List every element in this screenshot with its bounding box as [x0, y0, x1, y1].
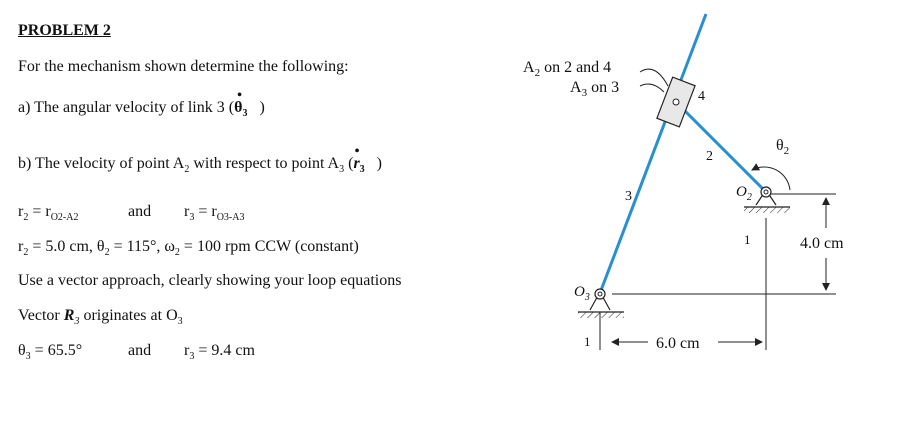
part-a-suffix: ) — [259, 99, 265, 116]
given-omega-val: = 100 rpm CCW (constant) — [179, 238, 359, 255]
given-r-sub: 2 — [23, 247, 29, 259]
label-a3-on-3: $A_3$ on 3 — [570, 79, 620, 99]
given-theta-val: = 115°, ω — [109, 238, 175, 255]
given-theta-sub: 2 — [104, 247, 110, 259]
def-and: and — [128, 203, 152, 220]
theta3-value: = 65.5° — [30, 342, 83, 359]
theta3-label: θ — [18, 342, 26, 359]
part-b-middle: with respect to point A — [189, 155, 340, 172]
label-link-4: 4 — [698, 89, 705, 104]
label-ground-1-o2: 1 — [744, 232, 751, 247]
def-r3-sub: 3 — [189, 212, 195, 224]
part-b-prefix-sub: 2 — [184, 164, 190, 176]
r3-sub: 3 — [359, 164, 365, 176]
label-a2-on-2-and-4: $A_2$ on 2 and 4 — [523, 59, 612, 79]
a2-leader-line — [640, 69, 668, 86]
def-r2: r — [18, 203, 24, 220]
theta3-label-sub: 3 — [25, 351, 31, 363]
def-r2-eq: = r — [28, 203, 51, 220]
given-omega-sub: 2 — [174, 247, 180, 259]
r3-value: = 9.4 cm — [194, 342, 255, 359]
def-r2-eq-sub: O2-A2 — [50, 212, 79, 224]
vector-prefix: Vector — [18, 307, 64, 324]
part-b-prefix: b) The velocity of point A — [18, 155, 185, 172]
theta-and: and — [128, 342, 152, 359]
pin-a — [673, 99, 679, 105]
given-r: r — [18, 238, 24, 255]
def-r3-eq: = r — [194, 203, 217, 220]
r3-symbol: r — [353, 155, 360, 172]
def-r2-sub: 2 — [23, 212, 29, 224]
label-dim-vertical: 4.0 cm — [800, 235, 844, 252]
theta3-sub: 3 — [242, 108, 248, 120]
theta3-symbol: θ — [234, 99, 243, 116]
given-r-val: = 5.0 cm, θ — [28, 238, 105, 255]
r3-label: r — [184, 342, 190, 359]
link-3 — [600, 14, 706, 293]
label-theta2: $\theta_2$ — [776, 137, 790, 157]
vector-suffix-sub: 3 — [177, 316, 183, 328]
r3-label-sub: 3 — [189, 351, 195, 363]
label-ground-1-o3: 1 — [584, 334, 591, 349]
vector-R-sub: 3 — [74, 316, 80, 328]
part-b-paren: ( — [344, 155, 354, 172]
problem-title-text: PROBLEM 2 — [18, 22, 111, 39]
label-link-2: 2 — [706, 149, 713, 164]
part-b-suffix: ) — [376, 155, 382, 172]
label-dim-horizontal: 6.0 cm — [656, 335, 700, 352]
label-o2: $O_2$ — [736, 184, 752, 203]
theta2-arc — [752, 167, 790, 190]
dot-mark-r: • — [354, 144, 360, 159]
dot-mark: • — [237, 88, 242, 103]
vector-suffix: originates at O — [79, 307, 178, 324]
use-vector-label: Use a vector approach, clearly showing your loop equations — [18, 272, 402, 289]
a3-leader-line — [640, 84, 664, 92]
vector-R: R — [63, 307, 75, 324]
def-r3: r — [184, 203, 190, 220]
part-a-prefix: a) The angular velocity of link 3 ( — [18, 99, 235, 116]
part-b-middle-sub: 3 — [339, 164, 345, 176]
def-r3-eq-sub: O3-A3 — [216, 212, 245, 224]
label-o3: $O_3$ — [574, 284, 590, 303]
intro-label: For the mechanism shown determine the following: — [18, 58, 349, 75]
link-2 — [676, 102, 766, 192]
label-link-3: 3 — [625, 189, 632, 204]
